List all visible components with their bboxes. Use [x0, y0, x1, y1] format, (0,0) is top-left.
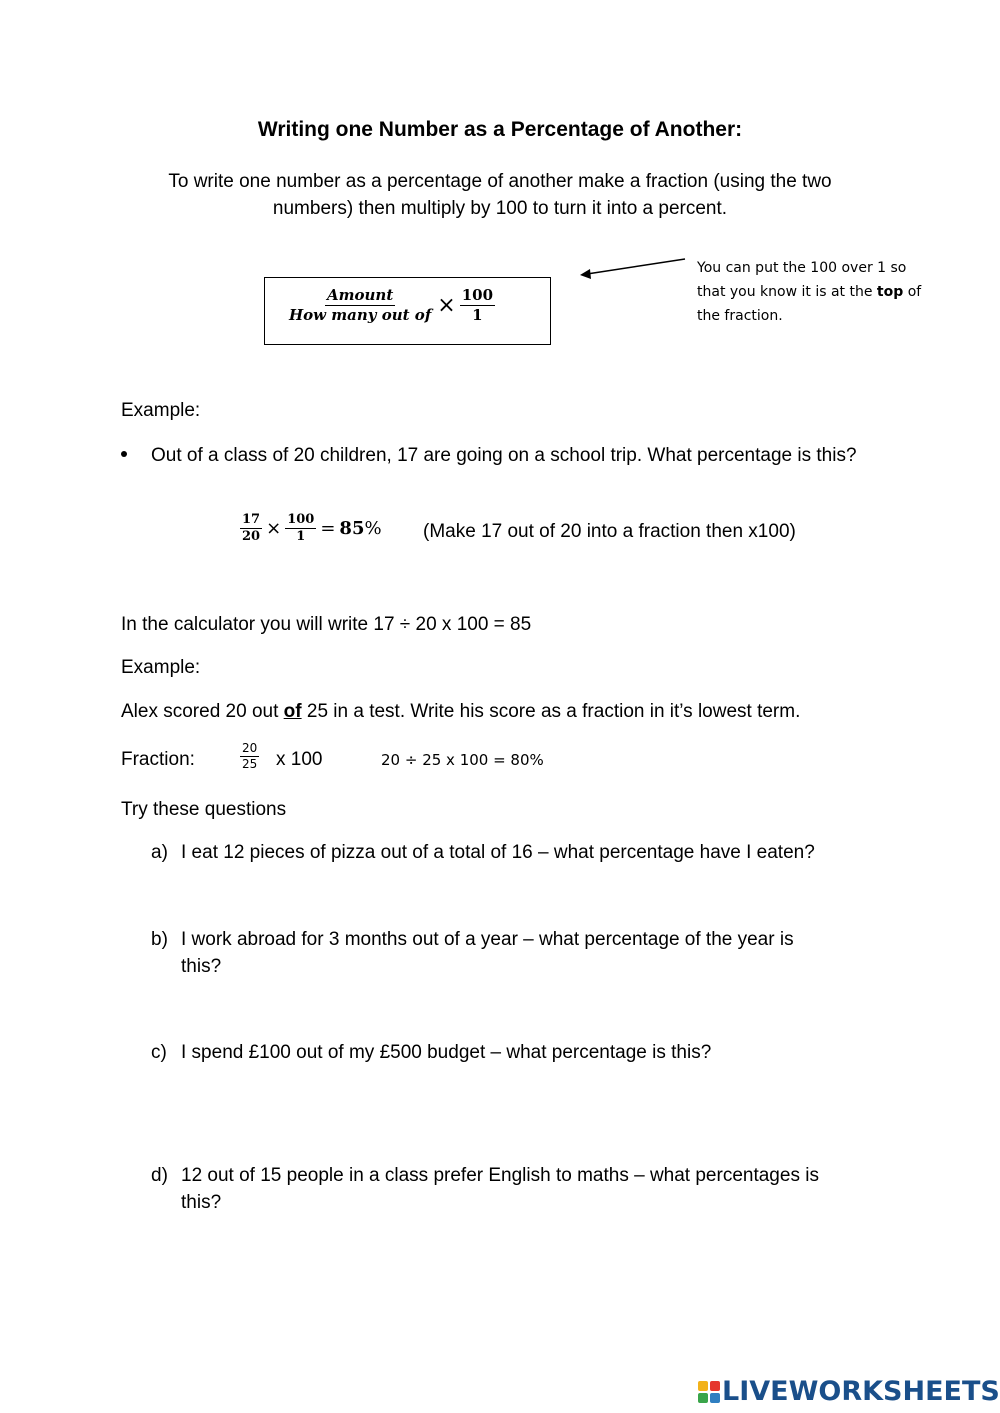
example-2-fraction — [240, 741, 259, 772]
formula-fraction — [287, 286, 433, 325]
example-2-fraction-stack — [240, 741, 259, 772]
example-2-heading: Example: — [121, 657, 201, 678]
math-num-1: 17 — [240, 512, 262, 529]
math-den-2: 1 — [296, 529, 306, 545]
logo-square — [698, 1393, 708, 1403]
formula-hundred-fraction — [460, 286, 495, 325]
question-line-1: I work abroad for 3 months out of a year – what percentage of the year is — [181, 929, 794, 950]
question-b — [151, 926, 871, 980]
math-equals: = — [320, 518, 336, 540]
example-1-question: Out of a class of 20 children, 17 are going on a school trip. What percentage is this? — [151, 445, 857, 466]
formula-hundred: 100 — [461, 286, 494, 304]
example-1-math — [240, 512, 382, 546]
math-den-1: 20 — [242, 529, 261, 545]
question-text — [181, 839, 871, 866]
question-line-2: this? — [181, 1192, 222, 1213]
formula-numerator: Amount — [327, 286, 394, 304]
example-2-calc: 20 ÷ 25 x 100 = 80% — [381, 751, 544, 769]
question-line-1: I spend £100 out of my £500 budget – what percentage is this? — [181, 1042, 712, 1063]
formula-box — [264, 277, 551, 345]
note-line-2 — [697, 280, 927, 304]
question-line-1: I eat 12 pieces of pizza out of a total of 16 – what percentage have I eaten? — [181, 842, 815, 863]
question-text — [181, 1039, 871, 1066]
question-text — [181, 926, 871, 980]
note-line-1: You can put the 100 over 1 so — [697, 260, 907, 276]
calculator-line: In the calculator you will write 17 ÷ 20 x 100 = 85 — [121, 614, 532, 635]
note-bold-word: top — [876, 284, 904, 300]
side-note — [697, 256, 927, 328]
logo-icon — [698, 1381, 720, 1403]
example-2-sentence-end: 25 in a test. Write his score as a fraction in it’s lowest term. — [301, 701, 801, 722]
example-2-frac-num: 20 — [242, 741, 258, 755]
math-result: 85 — [339, 518, 365, 540]
liveworksheets-logo — [698, 1376, 1000, 1407]
math-fraction-2 — [285, 512, 316, 546]
math-percent: % — [364, 518, 382, 540]
question-a — [151, 839, 871, 866]
bullet-icon — [121, 451, 127, 457]
note-line-3: the fraction. — [697, 308, 783, 324]
question-line-1: 12 out of 15 people in a class prefer English to maths – what percentages is — [181, 1165, 819, 1186]
formula-denominator: How many out of — [289, 305, 432, 324]
example-2-frac-den: 25 — [242, 757, 258, 771]
arrow-icon — [575, 252, 690, 282]
question-text — [181, 1162, 871, 1216]
question-label: d) — [151, 1165, 168, 1186]
page-title: Writing one Number as a Percentage of Another: — [257, 118, 743, 141]
formula-times-sign: × — [437, 292, 456, 318]
math-num-2: 100 — [285, 512, 316, 529]
logo-text: LIVEWORKSHEETS — [722, 1376, 1000, 1407]
example-2-underlined-of: of — [283, 701, 302, 722]
times-100: x 100 — [276, 749, 323, 770]
example-1-heading: Example: — [121, 400, 201, 421]
intro-line-1: To write one number as a percentage of another make a fraction (using the two — [168, 171, 832, 192]
example-2-sentence — [121, 698, 881, 725]
intro-paragraph — [140, 168, 860, 222]
example-1-explanation: (Make 17 out of 20 into a fraction then x100) — [423, 521, 796, 542]
question-label: a) — [151, 842, 168, 863]
note-line-2-start: that you know it is at the — [697, 284, 877, 300]
math-times: × — [266, 518, 282, 540]
example-2-sentence-start: Alex scored 20 out — [121, 701, 284, 722]
question-c — [151, 1039, 871, 1066]
intro-line-2: numbers) then multiply by 100 to turn it into a percent. — [272, 198, 728, 219]
logo-square — [698, 1381, 708, 1391]
question-label: c) — [151, 1042, 167, 1063]
question-d — [151, 1162, 871, 1216]
formula — [287, 286, 495, 325]
question-label: b) — [151, 929, 168, 950]
note-line-2-end: of — [903, 284, 922, 300]
questions-heading: Try these questions — [121, 799, 287, 820]
question-line-2: this? — [181, 956, 222, 977]
fraction-label: Fraction: — [121, 749, 195, 770]
logo-square — [710, 1381, 720, 1391]
logo-square — [710, 1393, 720, 1403]
formula-one: 1 — [472, 305, 483, 324]
math-fraction-1 — [240, 512, 262, 546]
